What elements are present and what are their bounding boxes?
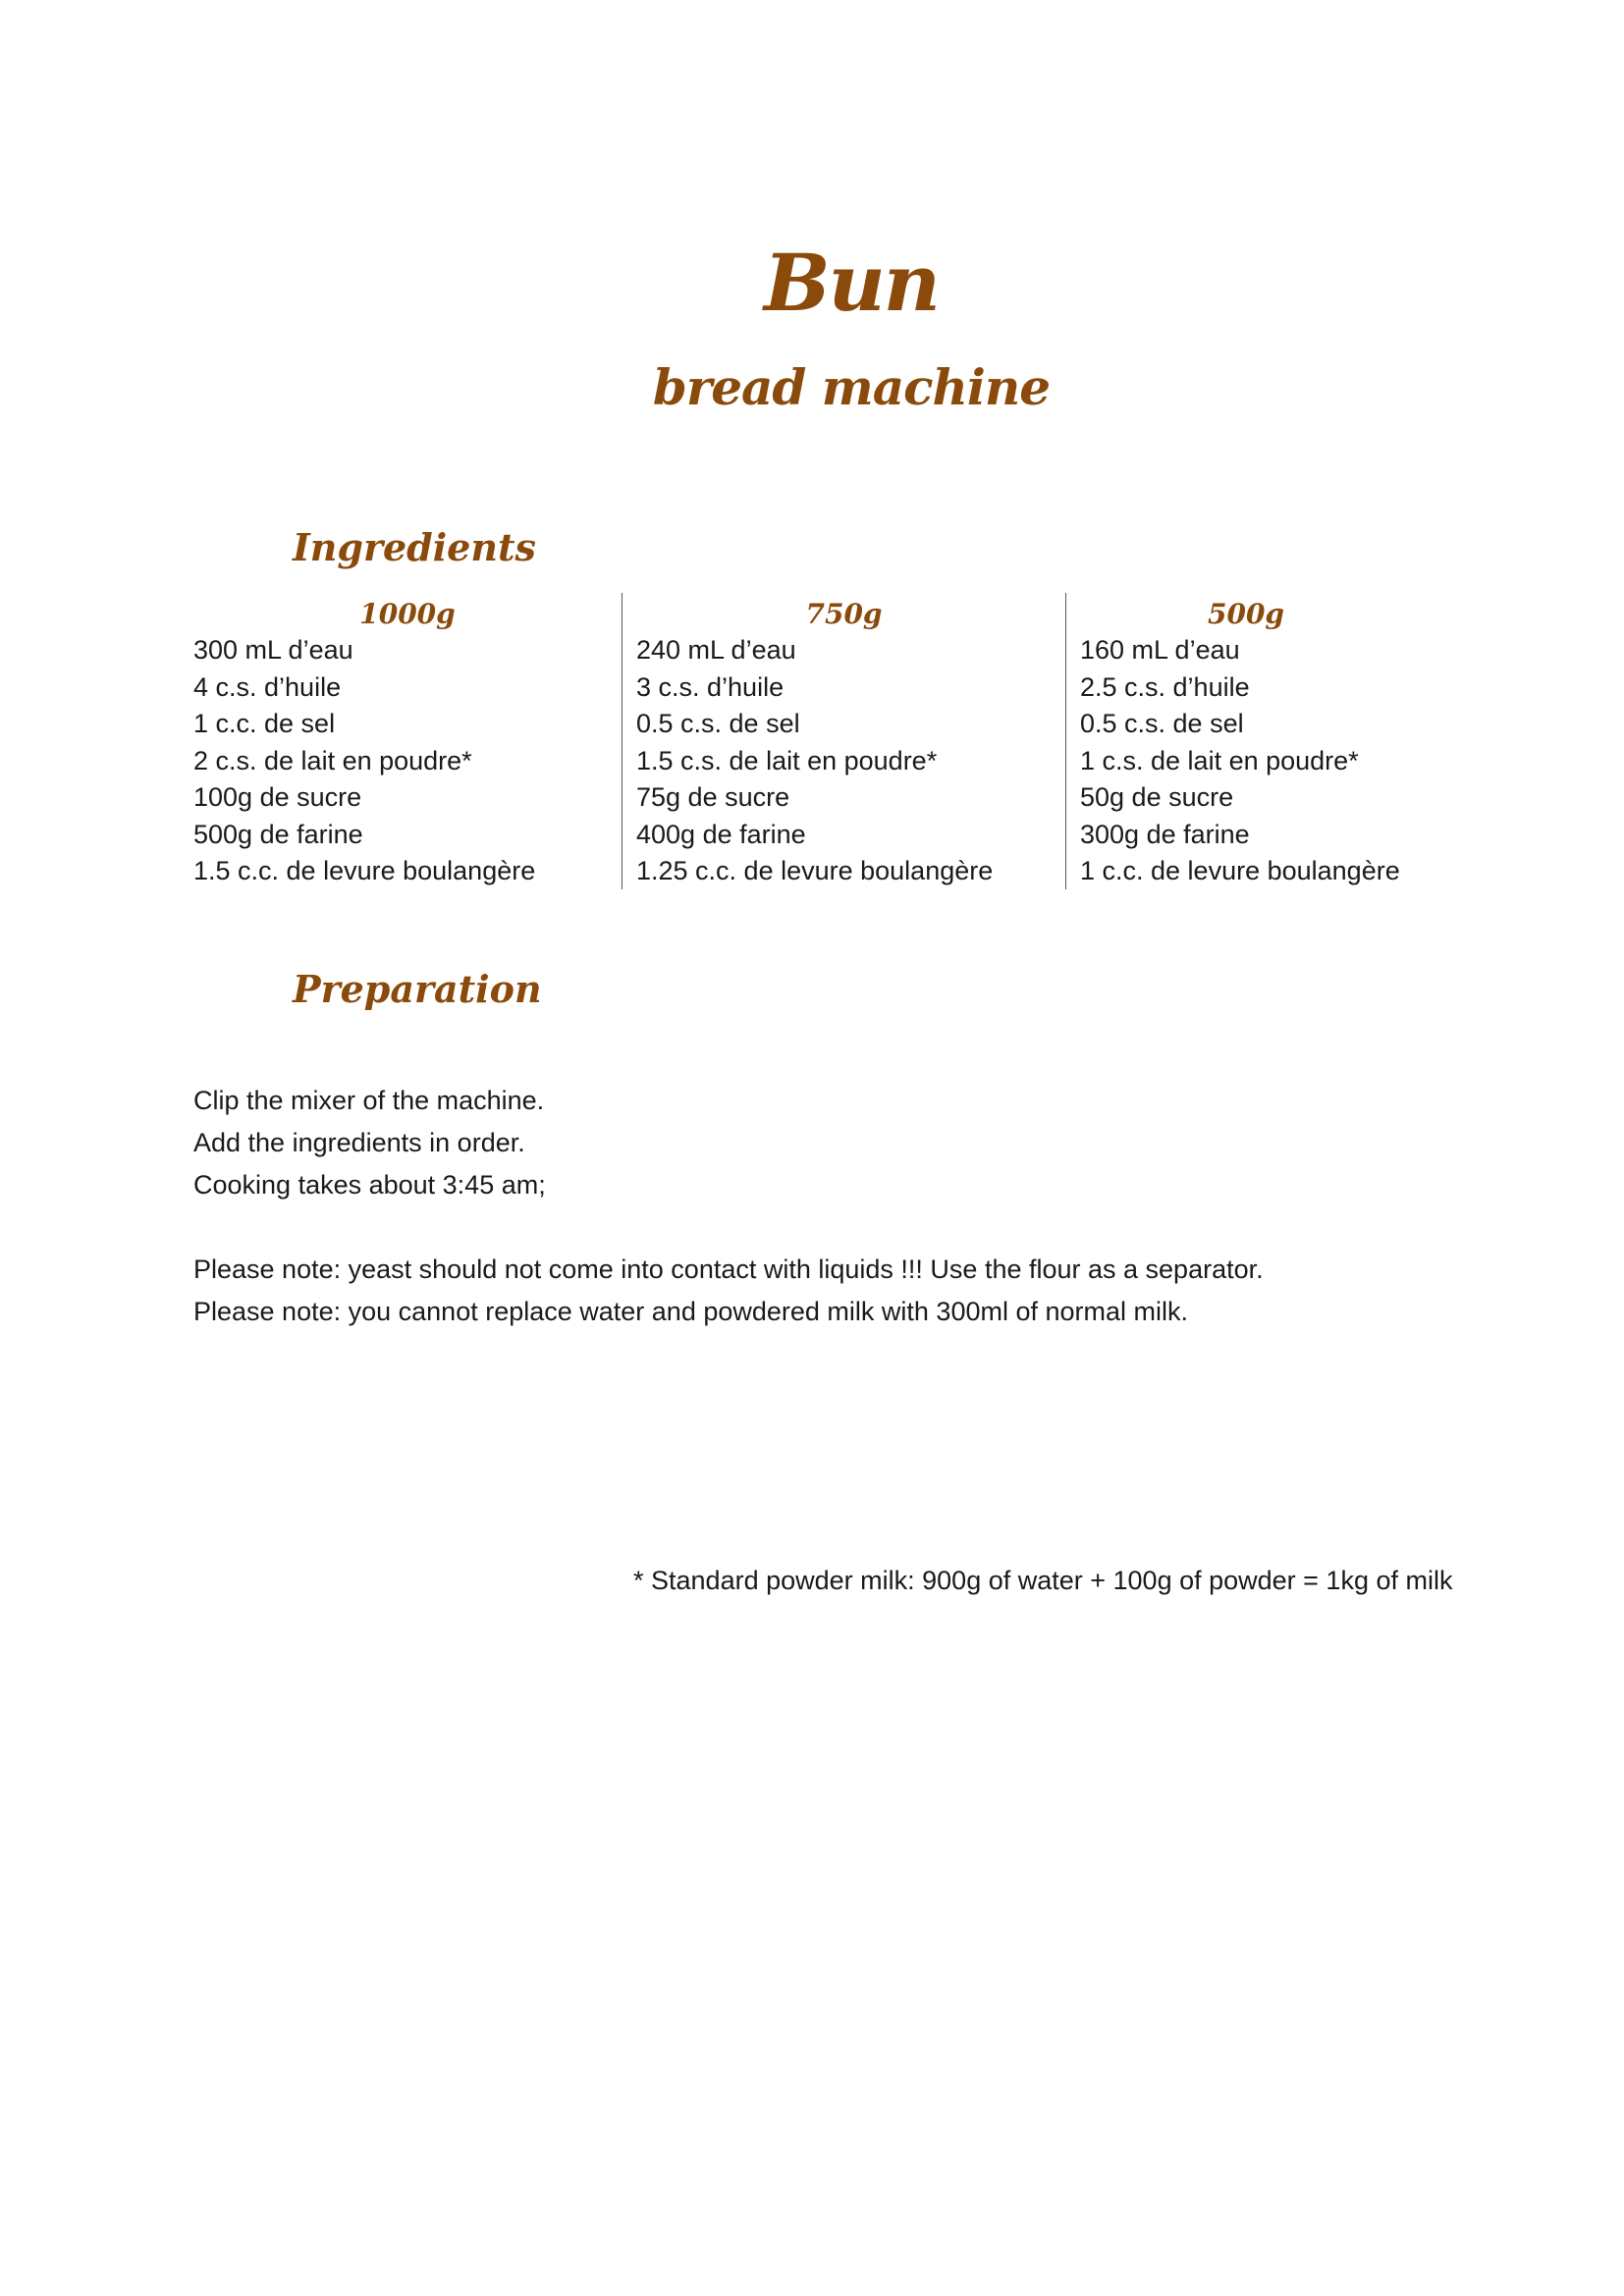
ingredient-item: 1.5 c.s. de lait en poudre* xyxy=(636,745,938,775)
ingredients-column-1000g xyxy=(193,593,622,889)
ingredient-list xyxy=(193,632,622,890)
ingredient-item: 1.25 c.c. de levure boulangère xyxy=(636,856,994,885)
page-title: Bun xyxy=(764,237,939,329)
ingredient-item: 3 c.s. d’huile xyxy=(636,671,785,702)
preparation-notes xyxy=(193,1249,1470,1333)
ingredient-item: 240 mL d’eau xyxy=(636,635,796,665)
ingredient-item: 50g de sucre xyxy=(1080,782,1234,812)
preparation-heading: Preparation xyxy=(293,967,542,1011)
ingredient-item: 75g de sucre xyxy=(636,782,790,812)
ingredient-item: 160 mL d’eau xyxy=(1080,635,1240,665)
ingredients-table xyxy=(193,593,1426,889)
column-header: 500g xyxy=(1207,598,1285,630)
column-header: 750g xyxy=(805,598,883,630)
ingredient-item: 1 c.s. de lait en poudre* xyxy=(1080,745,1359,775)
ingredient-item: 300 mL d’eau xyxy=(193,635,353,665)
ingredient-list xyxy=(1066,632,1426,890)
column-header: 1000g xyxy=(359,598,456,630)
ingredient-item: 500g de farine xyxy=(193,819,363,849)
preparation-step: Cooking takes about 3:45 am; xyxy=(193,1170,546,1200)
ingredient-item: 2.5 c.s. d’huile xyxy=(1080,671,1250,702)
preparation-step: Add the ingredients in order. xyxy=(193,1128,525,1157)
preparation-note: Please note: you cannot replace water and powdered milk with 300ml of normal milk. xyxy=(193,1297,1189,1326)
ingredient-item: 300g de farine xyxy=(1080,819,1250,849)
ingredient-item: 2 c.s. de lait en poudre* xyxy=(193,745,472,775)
ingredients-heading: Ingredients xyxy=(293,525,536,569)
ingredients-column-750g xyxy=(622,593,1065,889)
ingredient-item: 400g de farine xyxy=(636,819,806,849)
ingredient-list xyxy=(623,632,1065,890)
page-subtitle: bread machine xyxy=(652,358,1051,416)
ingredient-item: 1.5 c.c. de levure boulangère xyxy=(193,856,536,885)
ingredient-item: 100g de sucre xyxy=(193,782,362,812)
preparation-note: Please note: yeast should not come into contact with liquids !!! Use the flour as a separator. xyxy=(193,1255,1264,1284)
ingredient-item: 1 c.c. de sel xyxy=(193,709,336,738)
ingredient-item: 4 c.s. d’huile xyxy=(193,671,342,702)
ingredient-item: 0.5 c.s. de sel xyxy=(636,709,800,738)
powder-milk-footnote: * Standard powder milk: 900g of water + 100g of powder = 1kg of milk xyxy=(633,1566,1453,1595)
preparation-step: Clip the mixer of the machine. xyxy=(193,1086,545,1115)
ingredients-column-500g xyxy=(1065,593,1426,889)
ingredient-item: 0.5 c.s. de sel xyxy=(1080,709,1244,738)
preparation-steps xyxy=(193,1080,1470,1206)
ingredient-item: 1 c.c. de levure boulangère xyxy=(1080,856,1400,885)
